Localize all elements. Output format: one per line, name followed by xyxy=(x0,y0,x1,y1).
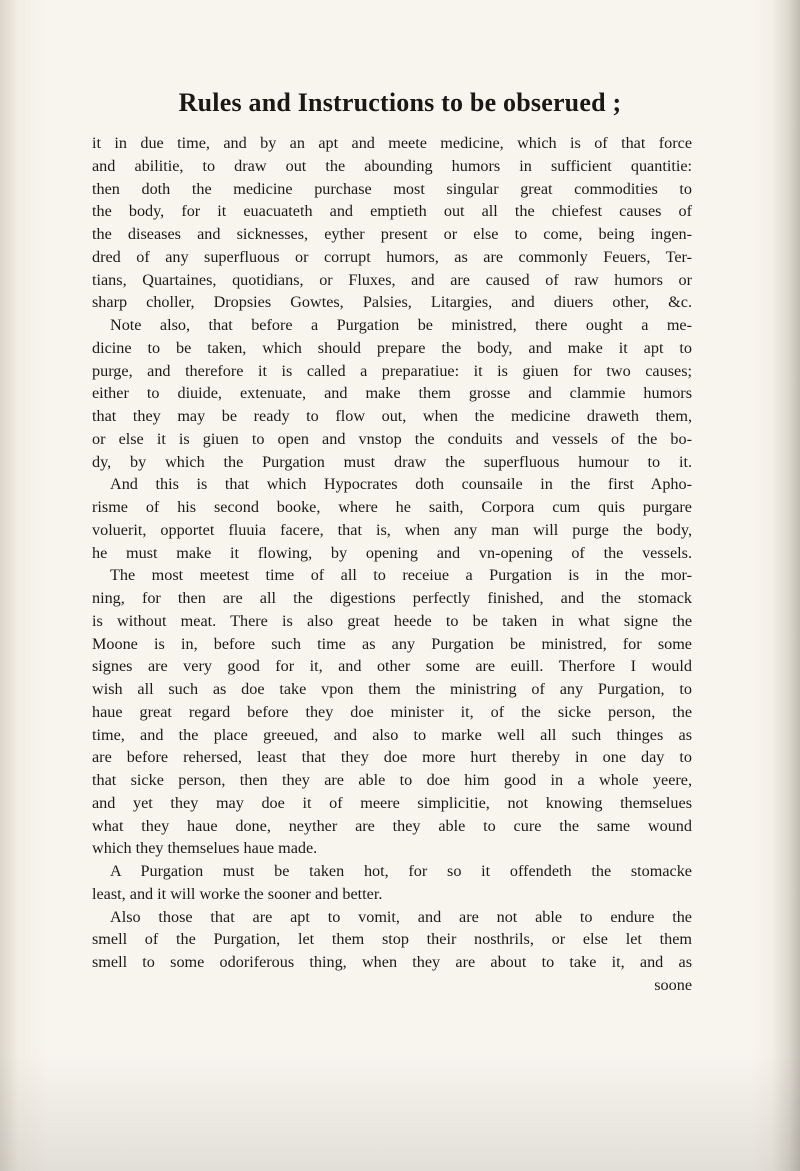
text-line: the body, for it euacuateth and emptieth out all the chiefest causes of xyxy=(92,202,692,221)
text-line: the diseases and sicknesses, eyther present or else to come, being ingen- xyxy=(92,225,692,243)
page-bottom-shadow xyxy=(0,1052,800,1171)
text-line: tians, Quartaines, quotidians, or Fluxes, and are caused of raw humors or xyxy=(92,270,692,289)
text-line: Also those that are apt to vomit, and are not able to endure the xyxy=(110,907,692,926)
text-line: least, and it will worke the sooner and better. xyxy=(92,884,383,903)
running-head: Rules and Instructions to be obserued ; xyxy=(178,88,622,117)
text-line: dred of any superfluous or corrupt humors, as are commonly Feuers, Ter- xyxy=(92,247,692,266)
text-line: time, and the place greeued, and also to marke well all such thinges as xyxy=(92,725,692,744)
text-line: sharp choller, Dropsies Gowtes, Palsies, Litargies, and diuers other, &c. xyxy=(92,293,692,312)
text-line: dy, by which the Purgation must draw the superfluous humour to it. xyxy=(92,452,692,471)
text-line: he must make it flowing, by opening and vn-opening of the vessels. xyxy=(92,543,692,562)
text-line: that they may be ready to flow out, when the medicine draweth them, xyxy=(92,407,692,425)
text-line: it in due time, and by an apt and meete medicine, which is of that force xyxy=(92,134,692,152)
text-line: and yet they may doe it of meere simplicitie, not knowing themselues xyxy=(92,793,692,812)
text-line: which they themselues haue made. xyxy=(92,839,318,858)
text-line: ning, for then are all the digestions perfectly finished, and the stomack xyxy=(92,589,692,607)
text-line: what they haue done, neyther are they able to cure the same wound xyxy=(92,816,692,835)
text-line: signes are very good for it, and other some are euill. Therfore I would xyxy=(92,657,692,676)
text-line: The most meetest time of all to receiue a Purgation is in the mor- xyxy=(110,566,692,585)
text-line: Note also, that before a Purgation be ministred, there ought a me- xyxy=(110,316,692,334)
text-line: risme of his second booke, where he saith, Corpora cum quis purgare xyxy=(92,498,692,516)
text-line: or else it is giuen to open and vnstop the conduits and vessels of the bo- xyxy=(92,429,692,448)
text-line: dicine to be taken, which should prepare the body, and make it apt to xyxy=(92,338,692,357)
page-edge-shadow xyxy=(772,0,800,1171)
text-line: haue great regard before they doe minister it, of the sicke person, the xyxy=(92,702,692,721)
text-line: A Purgation must be taken hot, for so it offendeth the stomacke xyxy=(110,862,692,880)
text-line: and abilitie, to draw out the abounding humors in sufficient quantitie: xyxy=(92,156,692,175)
catchword: soone xyxy=(654,975,692,994)
text-line: Moone is in, before such time as any Purgation be ministred, for some xyxy=(92,634,692,653)
text-line: either to diuide, extenuate, and make them grosse and clammie humors xyxy=(92,384,692,403)
text-line: are before rehersed, least that they doe more hurt thereby in one day to xyxy=(92,748,692,767)
text-line: smell of the Purgation, let them stop their nosthrils, or else let them xyxy=(92,930,692,949)
text-line: voluerit, opportet fluuia facere, that is, when any man will purge the body, xyxy=(92,520,692,539)
text-line: then doth the medicine purchase most singular great commodities to xyxy=(92,179,692,198)
text-line: wish all such as doe take vpon them the ministring of any Purgation, to xyxy=(92,680,692,698)
text-line: And this is that which Hypocrates doth counsaile in the first Apho- xyxy=(110,475,692,494)
body-text xyxy=(92,132,692,997)
text-line: purge, and therefore it is called a preparatiue: it is giuen for two causes; xyxy=(92,361,692,380)
text-line: that sicke person, then they are able to doe him good in a whole yeere, xyxy=(92,771,692,789)
page-gutter-shadow xyxy=(0,0,18,1171)
text-line: is without meat. There is also great heede to be taken in what signe the xyxy=(92,611,692,630)
text-line: smell to some odoriferous thing, when they are about to take it, and as xyxy=(92,953,692,971)
